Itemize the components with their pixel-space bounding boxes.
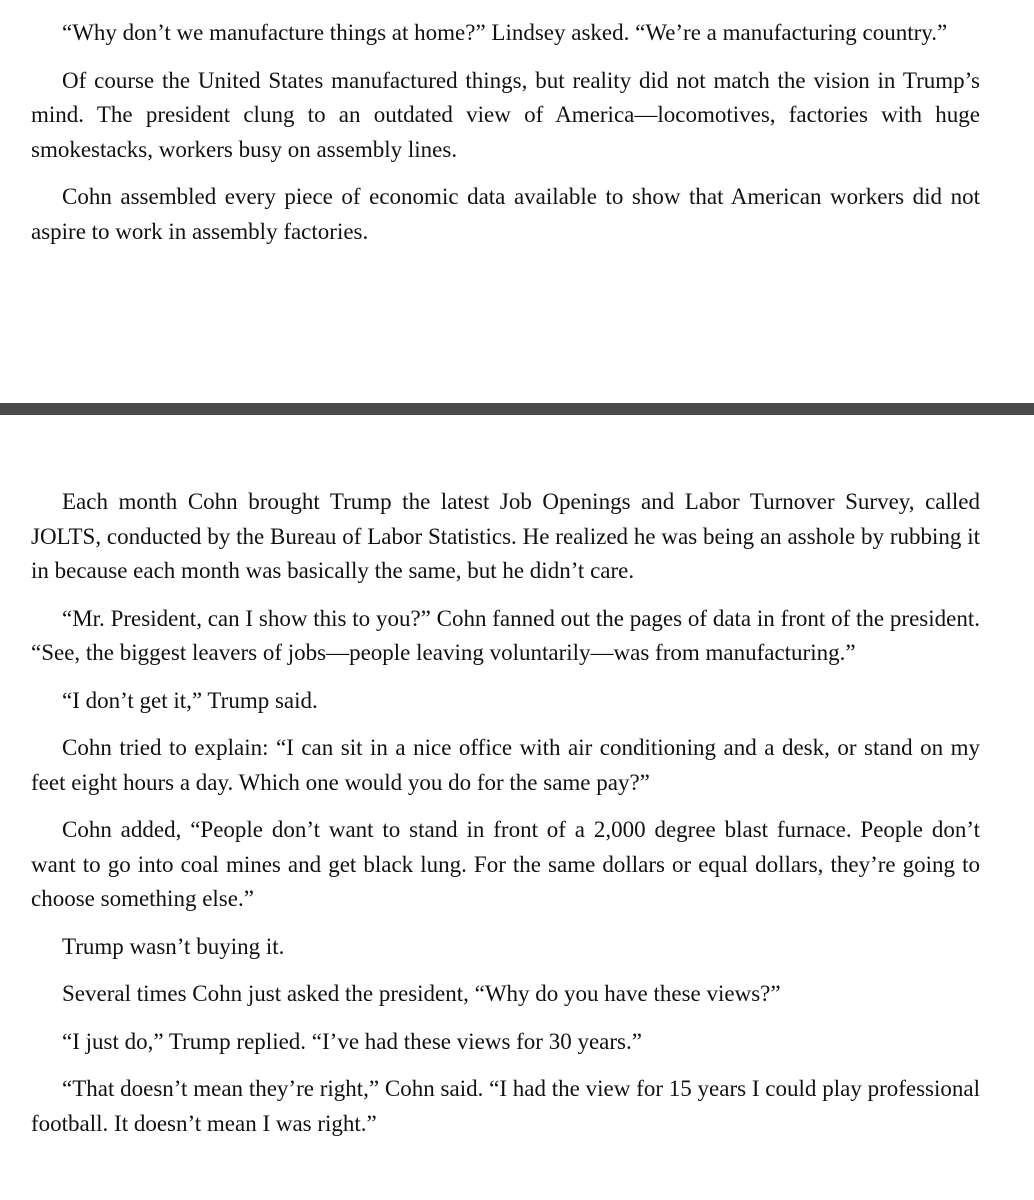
- bottom-page-excerpt: [31, 485, 980, 1154]
- paragraph: “Why don’t we manufacture things at home?” Lindsey asked. “We’re a manufacturing country.”: [62, 20, 948, 45]
- paragraph: “That doesn’t mean they’re right,” Cohn said. “I had the view for 15 years I could play professional football. It doesn’t mean I was right.”: [31, 1076, 980, 1136]
- paragraph: “I just do,” Trump replied. “I’ve had these views for 30 years.”: [62, 1028, 642, 1054]
- paragraph: Cohn assembled every piece of economic data available to show that American workers did not aspire to work in assembly factories.: [31, 184, 980, 244]
- paragraph: Of course the United States manufactured things, but reality did not match the vision in Trump’s mind. The president clung to an outdated view of America—locomotives, factories with huge smokestacks, workers busy on assembly lines.: [31, 67, 980, 162]
- paragraph: “Mr. President, can I show this to you?” Cohn fanned out the pages of data in front of the president. “See, the biggest leavers of jobs—people leaving voluntarily—was from manufacturing.”: [31, 605, 980, 665]
- paragraph: Cohn added, “People don’t want to stand in front of a 2,000 degree blast furnace. People don’t want to go into coal mines and get black lung. For the same dollars or equal dollars, they’re going to choose something else.”: [31, 817, 980, 911]
- paragraph: Each month Cohn brought Trump the latest Job Openings and Labor Turnover Survey, called JOLTS, conducted by the Bureau of Labor Statistics. He realized he was being an asshole by rubbing it in because each month was basically the same, but he didn’t care.: [31, 489, 980, 583]
- top-page-excerpt: [31, 16, 980, 262]
- paragraph: Several times Cohn just asked the president, “Why do you have these views?”: [62, 981, 781, 1006]
- paragraph: Trump wasn’t buying it.: [62, 933, 285, 959]
- paragraph: “I don’t get it,” Trump said.: [62, 687, 318, 713]
- page-divider: [0, 403, 1034, 415]
- paragraph: Cohn tried to explain: “I can sit in a nice office with air conditioning and a desk, or stand on my feet eight hours a day. Which one would you do for the same pay?”: [31, 735, 980, 795]
